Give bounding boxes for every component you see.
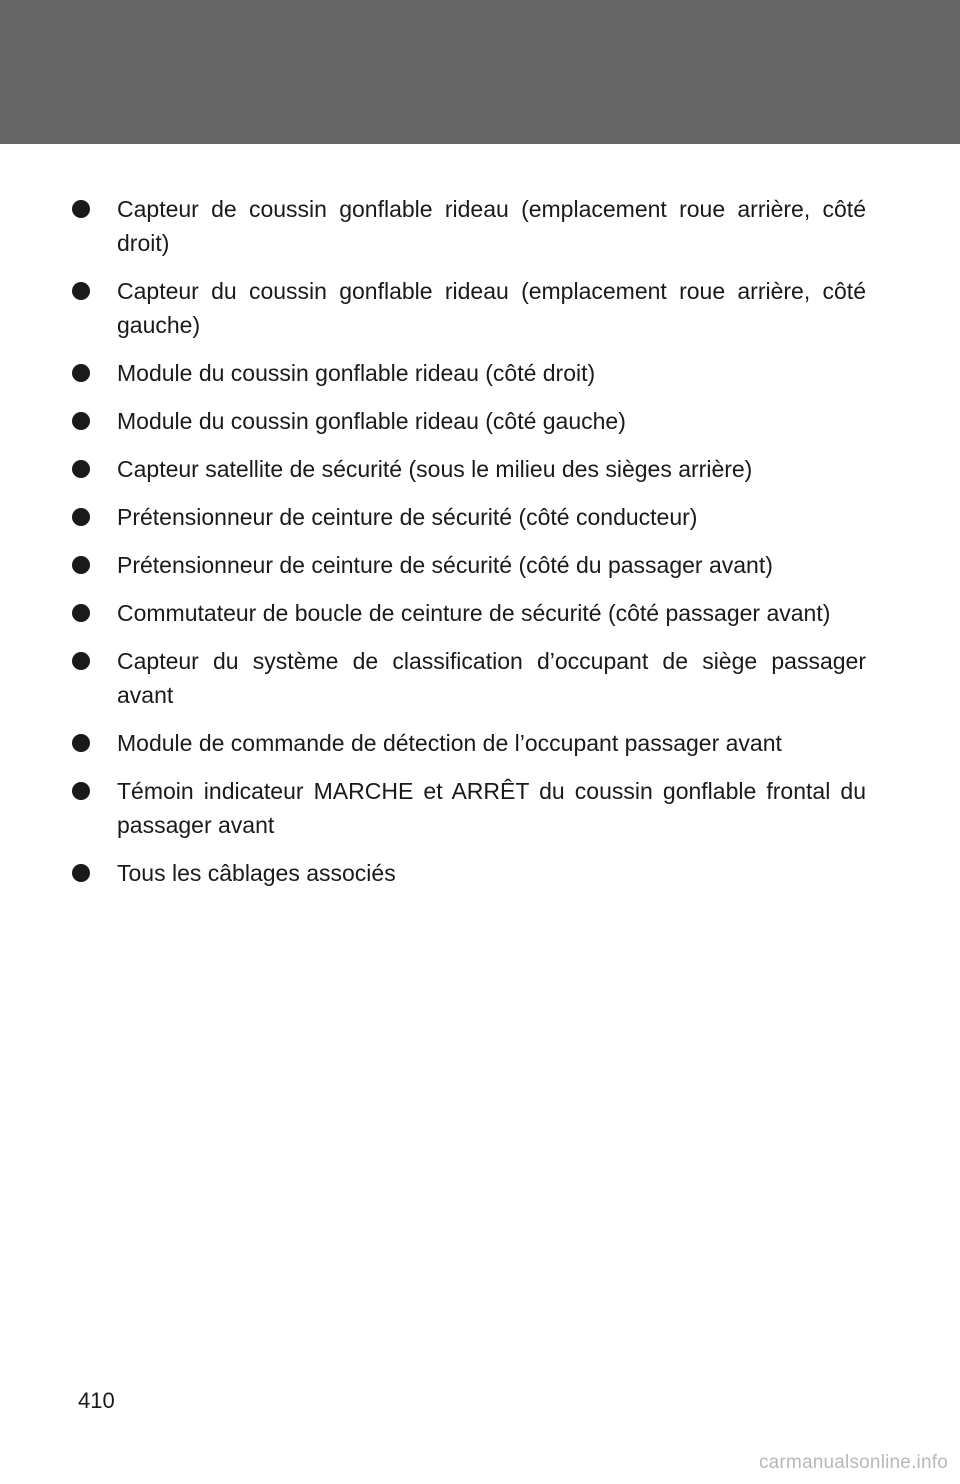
list-item-text: Module du coussin gonflable rideau (côté gauche) — [117, 408, 626, 434]
list-item-text: Prétensionneur de ceinture de sécurité (côté du passager avant) — [117, 552, 773, 578]
list-item — [72, 548, 866, 582]
bullet-icon — [72, 604, 90, 622]
bullet-icon — [72, 412, 90, 430]
header-band — [0, 0, 960, 144]
list-item — [72, 274, 866, 342]
list-item-text: Capteur du système de classification d’occupant de siège passager avant — [117, 648, 866, 708]
bullet-icon — [72, 200, 90, 218]
list-item — [72, 596, 866, 630]
list-item — [72, 500, 866, 534]
list-item — [72, 452, 866, 486]
bullet-icon — [72, 782, 90, 800]
list-item — [72, 726, 866, 760]
bullet-icon — [72, 460, 90, 478]
bullet-icon — [72, 864, 90, 882]
list-item-text: Capteur de coussin gonflable rideau (emplacement roue arrière, côté droit) — [117, 196, 866, 256]
bullet-icon — [72, 556, 90, 574]
list-item — [72, 404, 866, 438]
list-item-text: Témoin indicateur MARCHE et ARRÊT du coussin gonflable frontal du passager avant — [117, 778, 866, 838]
bullet-icon — [72, 652, 90, 670]
bullet-icon — [72, 508, 90, 526]
page-number: 410 — [78, 1388, 115, 1413]
list-item-text: Commutateur de boucle de ceinture de sécurité (côté passager avant) — [117, 600, 831, 626]
list-item-text: Capteur du coussin gonflable rideau (emplacement roue arrière, côté gauche) — [117, 278, 866, 338]
list-item — [72, 356, 866, 390]
watermark: carmanualsonline.info — [758, 1452, 948, 1473]
list-item — [72, 192, 866, 260]
list-item-text: Tous les câblages associés — [117, 860, 396, 886]
bullet-icon — [72, 734, 90, 752]
list-item — [72, 644, 866, 712]
list-item-text: Prétensionneur de ceinture de sécurité (côté conducteur) — [117, 504, 698, 530]
list-item — [72, 856, 866, 890]
list-item — [72, 774, 866, 842]
bullet-list — [72, 192, 866, 904]
list-item-text: Capteur satellite de sécurité (sous le milieu des sièges arrière) — [117, 456, 753, 482]
list-item-text: Module de commande de détection de l’occupant passager avant — [117, 730, 782, 756]
bullet-icon — [72, 282, 90, 300]
bullet-icon — [72, 364, 90, 382]
list-item-text: Module du coussin gonflable rideau (côté droit) — [117, 360, 596, 386]
